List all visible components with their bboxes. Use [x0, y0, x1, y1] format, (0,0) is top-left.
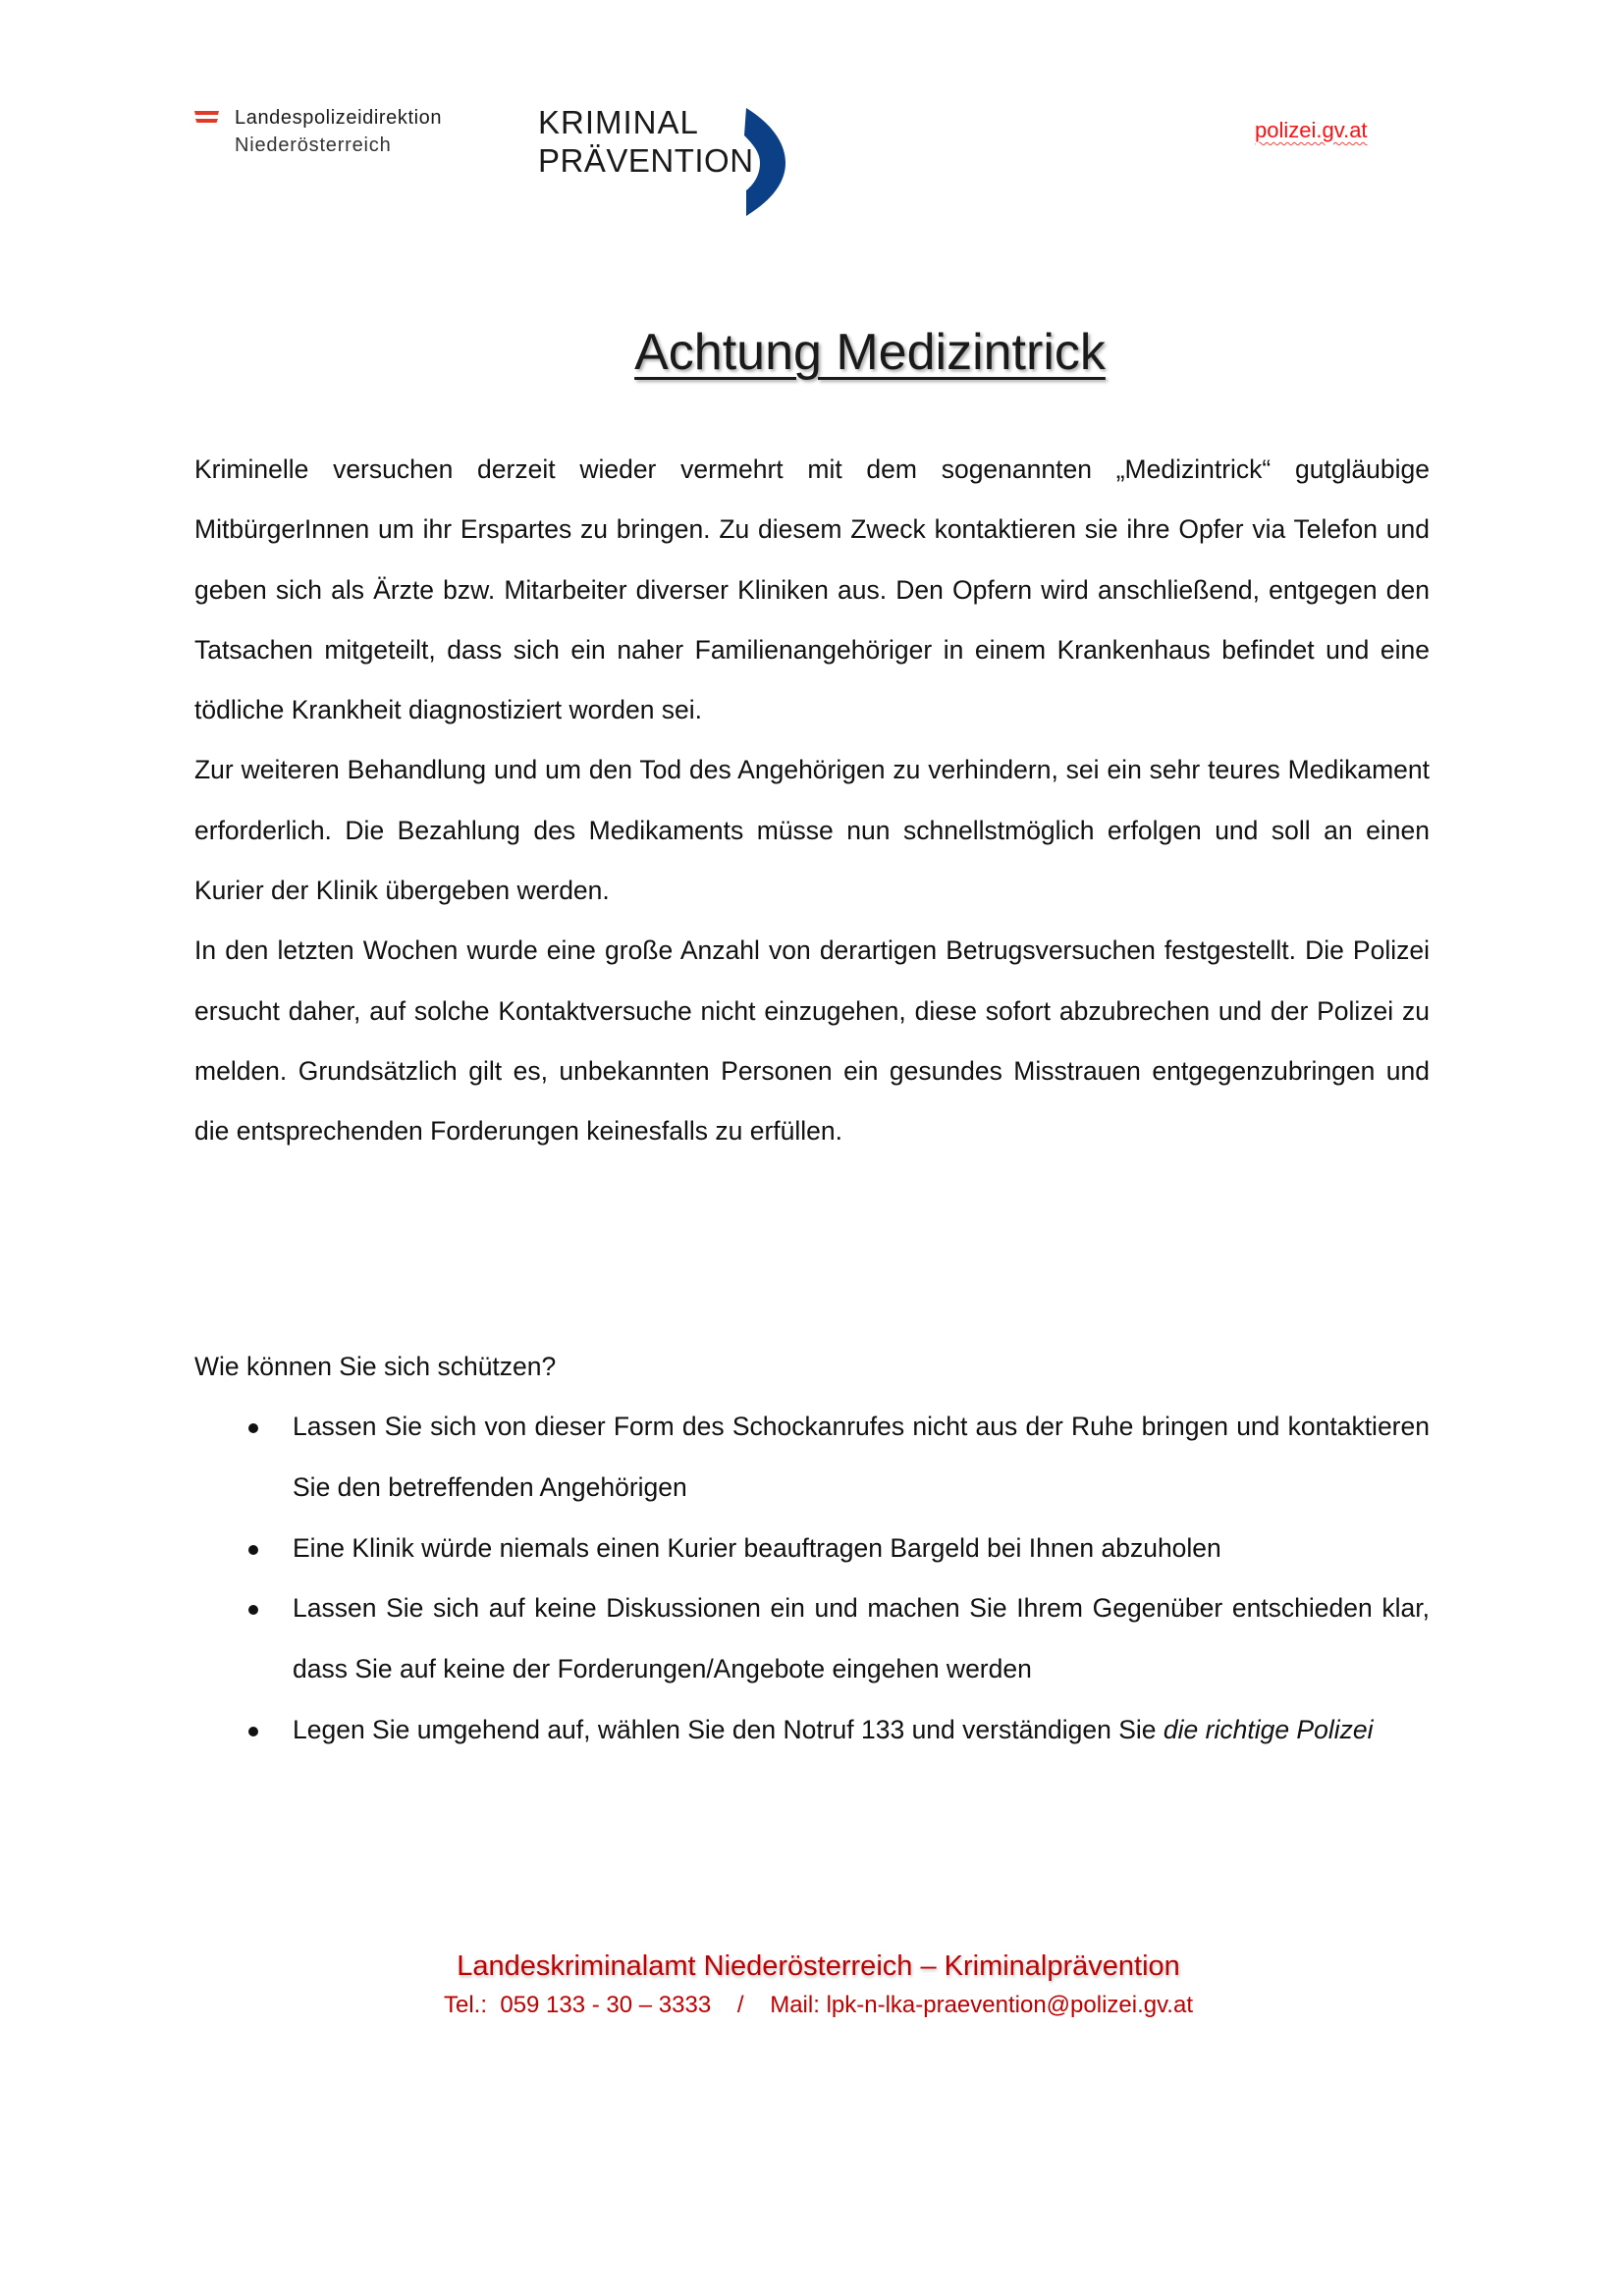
- kriminalpraevention-logo-arc-icon: [738, 108, 787, 216]
- mail-label: Mail:: [770, 1992, 820, 2018]
- list-item: [194, 1700, 1430, 1761]
- body-text: [194, 440, 1430, 1162]
- bullet-icon: [248, 1727, 258, 1736]
- list-item: [194, 1519, 1430, 1579]
- list-item-text: Eine Klinik würde niemals einen Kurier beauftragen Bargeld bei Ihnen abzuholen: [293, 1532, 1221, 1563]
- paragraph-3: In den letzten Wochen wurde eine große Anzahl von derartigen Betrugsversuchen festgestellt. Die Polizei ersucht daher, auf solche Kontaktversuche nicht einzugehen, diese sofort abzubrechen und der Polizei zu melden. Grundsätzlich gilt es, unbekannten Personen ein gesundes Misstrauen entgegenzubringen und die entsprechenden Forderungen keinesfalls zu erfüllen.: [194, 935, 1430, 1147]
- mail-value[interactable]: lpk-n-lka-praevention@polizei.gv.at: [826, 1992, 1193, 2018]
- protect-heading: Wie können Sie sich schützen?: [194, 1352, 557, 1381]
- austria-flag-icon: [194, 110, 219, 124]
- protection-tips-list: [194, 1397, 1430, 1761]
- logo-text-kriminal: KRIMINAL: [538, 104, 699, 140]
- list-item-text: Lassen Sie sich von dieser Form des Schockanrufes nicht aus der Ruhe bringen und kontaktieren Sie den betreffenden Angehörigen: [293, 1412, 1430, 1502]
- page-title: Achtung Medizintrick: [634, 324, 1106, 381]
- paragraph-2: Zur weiteren Behandlung und um den Tod des Angehörigen zu verhindern, sei ein sehr teures Medikament erforderlich. Die Bezahlung des Medikaments müsse nun schnellstmöglich erfolgen und soll an einen Kurier der Klinik übergeben werden.: [194, 755, 1430, 906]
- agency-name: Landespolizeidirektion: [235, 107, 443, 129]
- list-item-text: Lassen Sie sich auf keine Diskussionen ein und machen Sie Ihrem Gegenüber entschieden klar, dass Sie auf keine der Forderungen/Angebote eingehen werden: [293, 1593, 1430, 1684]
- tel-value: 059 133 - 30 – 3333: [500, 1992, 712, 2018]
- agency-region: Niederösterreich: [235, 134, 392, 156]
- paragraph-1: Kriminelle versuchen derzeit wieder vermehrt mit dem sogenannten „Medizintrick“ gutgläubige MitbürgerInnen um ihr Erspartes zu bringen. Zu diesem Zweck kontaktieren sie ihre Opfer via Telefon und geben sich als Ärzte bzw. Mitarbeiter diverser Kliniken aus. Den Opfern wird anschließend, entgegen den Tatsachen mitgeteilt, dass sich ein naher Familienangehöriger in einem Krankenhaus befindet und eine tödliche Krankheit diagnostiziert worden sei.: [194, 454, 1430, 725]
- list-item: [194, 1578, 1430, 1700]
- flag-bar-top: [194, 111, 219, 115]
- bullet-icon: [248, 1423, 258, 1433]
- footer-separator: /: [736, 1992, 744, 2018]
- logo-text-praevention: PRÄVENTION: [538, 142, 754, 179]
- bullet-icon: [248, 1605, 258, 1615]
- website-link[interactable]: polizei.gv.at: [1255, 118, 1368, 142]
- list-item-text: Legen Sie umgehend auf, wählen Sie den Notruf 133 und verständigen Sie: [293, 1714, 1164, 1744]
- list-item: [194, 1397, 1430, 1519]
- list-item-emphasis: die richtige Polizei: [1163, 1714, 1374, 1744]
- tel-label: Tel.:: [443, 1992, 487, 2018]
- flag-bar-bottom: [194, 119, 219, 123]
- bullet-icon: [248, 1545, 258, 1555]
- footer-department: Landeskriminalamt Niederösterreich – Kriminalprävention: [457, 1950, 1180, 1982]
- footer-contact: [0, 1993, 1624, 2018]
